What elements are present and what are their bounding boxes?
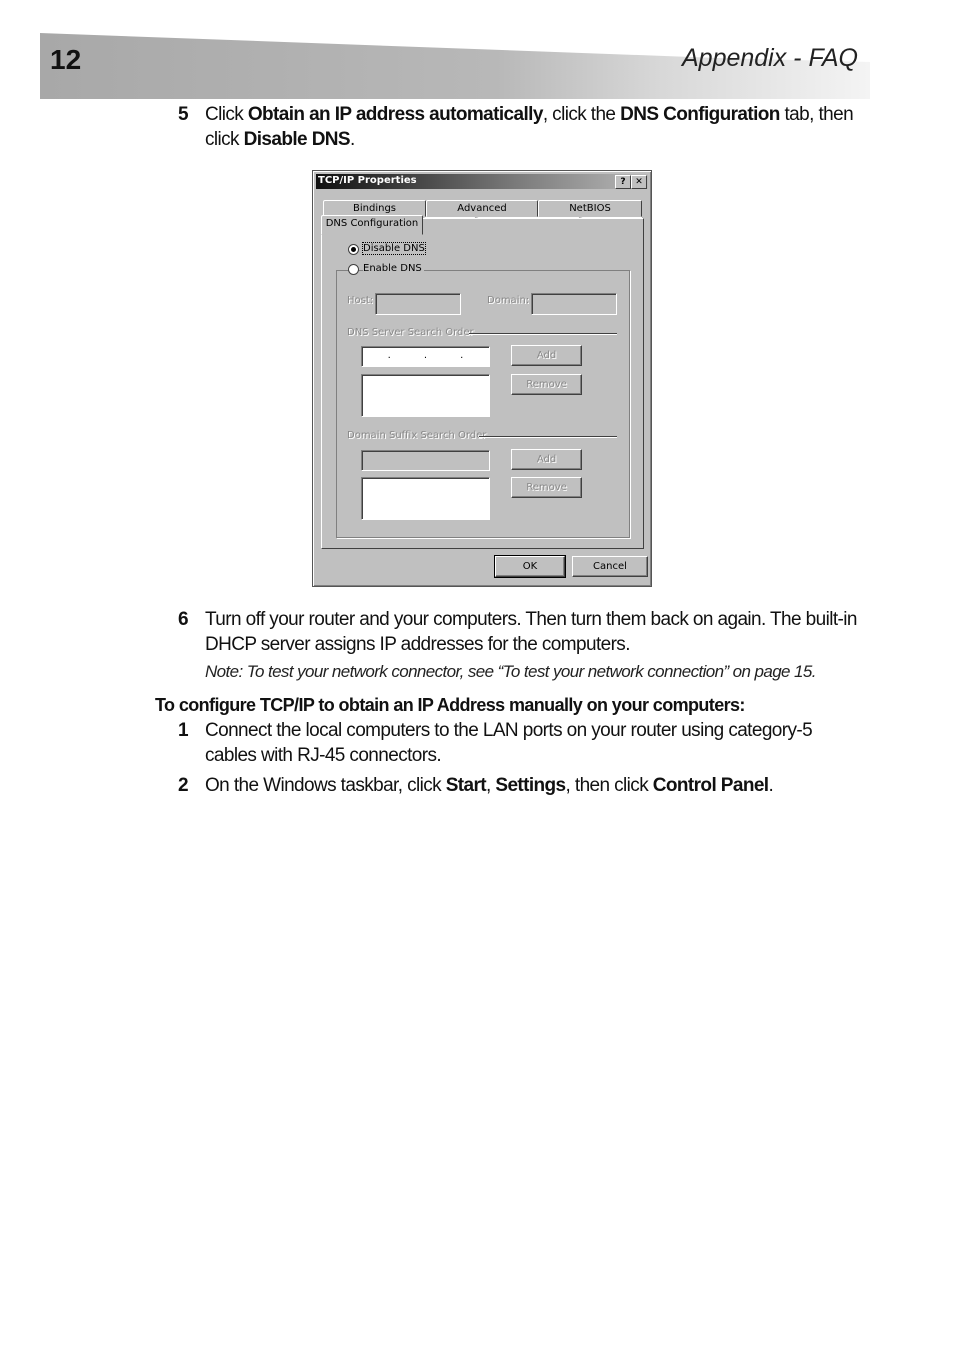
step-5 (178, 102, 858, 152)
dns-configuration-panel (321, 218, 644, 549)
procedure-step-2 (178, 773, 858, 798)
domain-field[interactable] (531, 293, 617, 315)
dialog-titlebar (316, 174, 648, 189)
suffix-add-button[interactable]: Add (511, 449, 582, 470)
tab-advanced[interactable]: Advanced (426, 200, 538, 217)
step-number: 5 (178, 104, 188, 125)
note: Note: To test your network connector, see “To test your network connection” on page 15. (205, 662, 816, 681)
step-text: Connect the local computers to the LAN ports on your router using category-5 cables with RJ-45 connectors. (205, 720, 813, 766)
domain-suffix-input[interactable] (361, 450, 490, 471)
section-title: Appendix - FAQ (681, 44, 858, 72)
dns-server-search-order-label: DNS Server Search Order (347, 327, 474, 338)
tab-netbios[interactable]: NetBIOS (538, 200, 642, 217)
dns-server-ip-input[interactable]: . . . (361, 346, 490, 367)
dns-remove-button[interactable]: Remove (511, 374, 582, 395)
host-label: Host: (347, 295, 374, 306)
dialog-title: TCP/IP Properties (318, 175, 417, 186)
tab-bindings[interactable]: Bindings (323, 200, 426, 217)
help-button[interactable]: ? (615, 175, 631, 189)
procedure-heading: To configure TCP/IP to obtain an IP Address manually on your computers: (155, 695, 745, 715)
step-text: Turn off your router and your computers. Then turn them back on again. The built-in DHCP server assigns IP addresses for the computers. (205, 609, 857, 655)
dns-server-list[interactable] (361, 374, 490, 417)
enable-dns-radio[interactable] (348, 264, 359, 275)
dns-add-button[interactable]: Add (511, 345, 582, 366)
page-number: 12 (50, 44, 82, 75)
domain-suffix-divider (479, 436, 617, 438)
step-number: 2 (178, 775, 188, 796)
host-field[interactable] (375, 293, 461, 315)
tab-dns-configuration[interactable]: DNS Configuration (321, 215, 423, 235)
dns-server-divider (469, 333, 617, 335)
enable-dns-label: Enable DNS (363, 263, 422, 274)
domain-suffix-search-order-label: Domain Suffix Search Order (347, 430, 487, 441)
step-6 (178, 607, 858, 657)
cancel-button[interactable]: Cancel (572, 556, 648, 577)
step-text: Click Obtain an IP address automatically, click the DNS Configuration tab, then click Disable DNS. (205, 104, 854, 150)
suffix-remove-button[interactable]: Remove (511, 477, 582, 498)
domain-label: Domain: (487, 295, 530, 306)
disable-dns-radio[interactable] (348, 244, 359, 255)
domain-suffix-list[interactable] (361, 477, 490, 520)
tcpip-properties-dialog (312, 170, 652, 587)
step-number: 1 (178, 720, 188, 741)
step-text: On the Windows taskbar, click Start, Settings, then click Control Panel. (205, 775, 774, 796)
ok-button[interactable]: OK (495, 556, 565, 577)
procedure-step-1 (178, 718, 858, 768)
disable-dns-label: Disable DNS (363, 243, 425, 254)
step-number: 6 (178, 609, 188, 630)
close-button[interactable]: ✕ (631, 175, 647, 189)
